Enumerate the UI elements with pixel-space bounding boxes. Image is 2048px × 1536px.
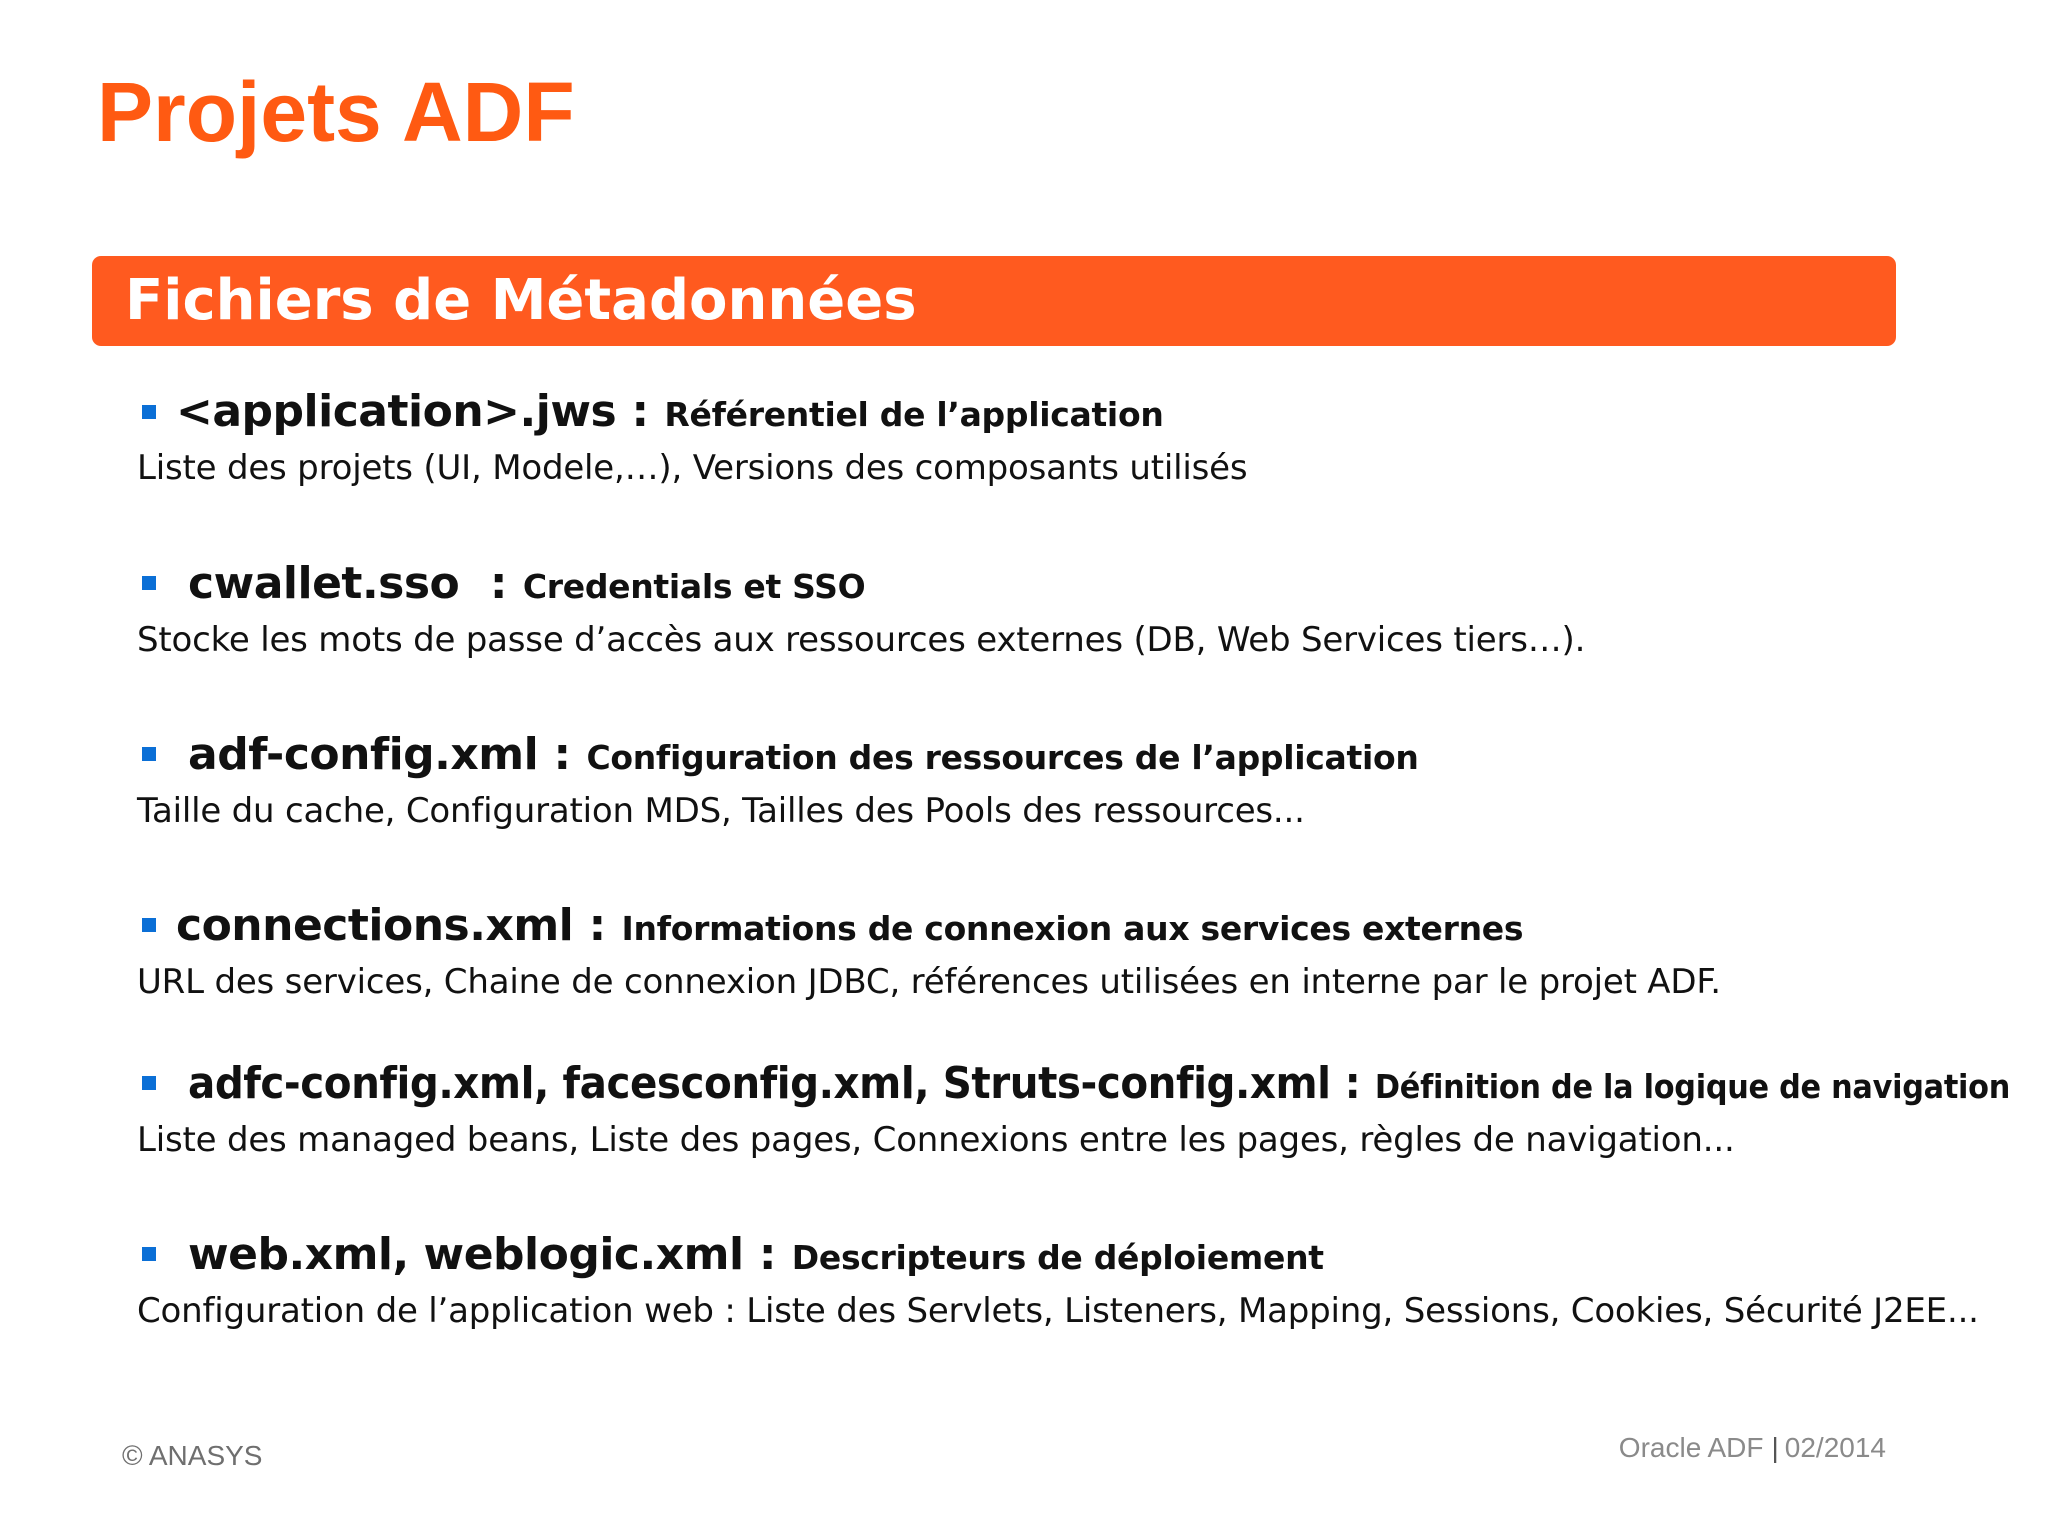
item-heading [188,1056,2010,1121]
section-title: Fichiers de Métadonnées [125,268,917,333]
square-bullet-icon [142,918,156,932]
item-separator: : [616,386,665,437]
item-description: Stocke les mots de passe d’accès aux ressources externes (DB, Web Services tiers…). [137,620,1586,660]
item-description: Liste des managed beans, Liste des pages, Connexions entre les pages, règles de navigation... [137,1120,1735,1160]
item-separator: : [538,729,587,780]
item-filename: adfc-config.xml, facesconfig.xml, Struts-config.xml [188,1058,1331,1109]
item-heading [188,1227,1324,1292]
item-subtitle: Credentials et SSO [522,567,866,606]
square-bullet-icon [142,1076,156,1090]
footer-product: Oracle ADF [1618,1432,1764,1463]
item-filename: connections.xml [176,900,574,951]
item-heading [176,384,1164,449]
item-description: URL des services, Chaine de connexion JDBC, références utilisées en interne par le projet ADF. [137,962,1721,1002]
square-bullet-icon [142,747,156,761]
square-bullet-icon [142,1247,156,1261]
item-filename: cwallet.sso [188,558,460,609]
item-heading [188,556,865,621]
item-heading [188,727,1419,792]
square-bullet-icon [142,576,156,590]
item-subtitle: Configuration des ressources de l’application [586,738,1419,777]
item-filename: adf-config.xml [188,729,539,780]
item-heading [176,898,1523,963]
item-subtitle: Descripteurs de déploiement [791,1238,1324,1277]
item-description: Liste des projets (UI, Modele,…), Versions des composants utilisés [137,448,1248,488]
item-separator: : [743,1229,792,1280]
item-subtitle: Référentiel de l’application [664,395,1164,434]
item-description: Taille du cache, Configuration MDS, Tailles des Pools des ressources... [137,791,1305,831]
footer-date: 02/2014 [1784,1432,1886,1463]
item-separator: : [459,558,523,609]
item-filename: <application>.jws [176,386,617,437]
item-subtitle: Informations de connexion aux services externes [621,909,1524,948]
item-separator: : [1330,1058,1375,1109]
slide-title: Projets ADF [97,65,575,159]
copyright-notice: © ANASYS [122,1440,263,1471]
item-separator: : [573,900,622,951]
item-filename: web.xml, weblogic.xml [188,1229,744,1280]
footer-divider: | [1771,1432,1779,1463]
footer-info [1619,1432,1886,1464]
item-description: Configuration de l’application web : Liste des Servlets, Listeners, Mapping, Sessions, Cookies, Sécurité J2EE... [137,1291,1979,1331]
square-bullet-icon [142,405,156,419]
item-subtitle: Définition de la logique de navigation [1374,1067,2011,1106]
